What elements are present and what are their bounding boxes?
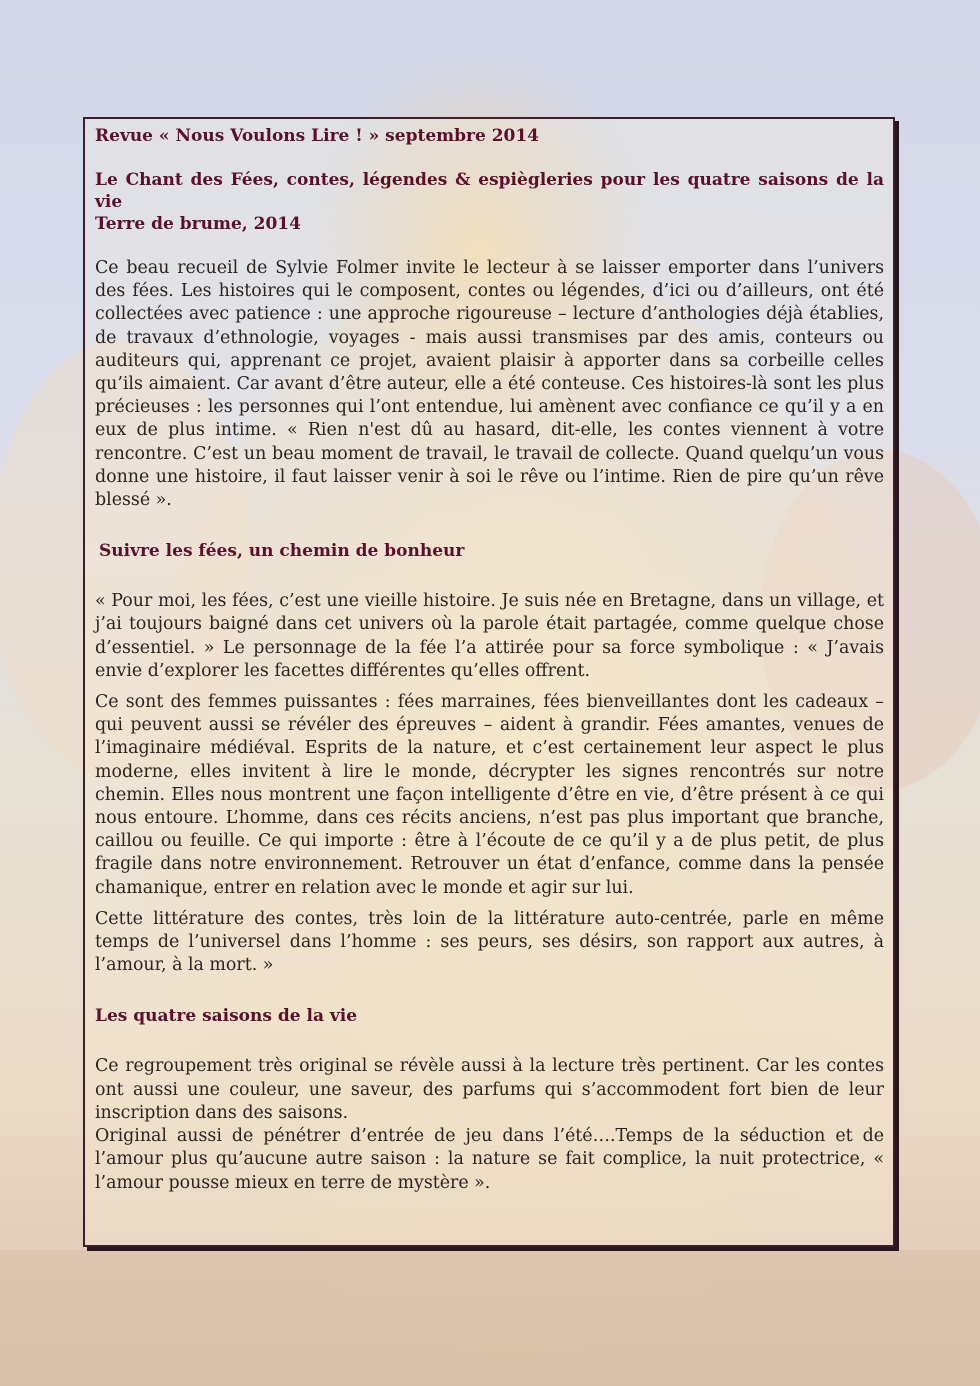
- intro-paragraph: Ce beau recueil de Sylvie Folmer invite le lecteur à se laisser emporter dans l’univers des fées. Les histoires qui le composent, contes ou légendes, d’ici ou d’ailleurs, ont été collectées avec patience : une approche rigoureuse – lecture d’anthologies déjà établies, de travaux d’ethnologie, voyages - mais aussi transmises par des amis, conteurs ou auditeurs qui, apprenant ce projet, avaient plaisir à apporter dans sa corbeille celles qu’ils aimaient. Car avant d’être auteur, elle a été conteuse. Ces histoires-là sont les plus précieuses : les personnes qui l’ont entendue, lui amènent avec confiance ce qu’il y a en eux de plus intime. « Rien n'est dû au hasard, dit-elle, les contes viennent à votre rencontre. C’est un beau moment de travail, le travail de collecte. Quand quelqu’un vous donne une histoire, il faut laisser venir à soi le rêve ou l’intime. Rien de pire qu’un rêve blessé ».: [95, 258, 884, 511]
- section2-paragraph: Ce regroupement très original se révèle aussi à la lecture très pertinent. Car les contes ont aussi une couleur, une saveur, des parfums qui s’accommodent fort bien de leur inscription dans des saisons.: [95, 1056, 884, 1123]
- section2-paragraph: Original aussi de pénétrer d’entrée de jeu dans l’été….Temps de la séduction et de l’amour plus qu’aucune autre saison : la nature se fait complice, la nuit protectrice, « l’amour pousse mieux en terre de mystère ».: [95, 1126, 884, 1193]
- section1-paragraph: Cette littérature des contes, très loin de la littérature auto-centrée, parle en même temps de l’universel dans l’homme : ses peurs, ses désirs, son rapport aux autres, à l’amour, à la mort. »: [95, 908, 884, 976]
- book-title: Le Chant des Fées, contes, légendes & espiègleries pour les quatre saisons de la vie: [95, 170, 884, 212]
- section1-paragraph: Ce sont des femmes puissantes : fées marraines, fées bienveillantes dont les cadeaux – qui peuvent aussi se révéler des épreuves – aident à grandir. Fées amantes, venues de l’imaginaire médiéval. Esprits de la nature, et c’est certainement leur aspect le plus moderne, elles invitent à lire le monde, décrypter les signes rencontrés sur notre chemin. Elles nous montrent une façon intelligente d’être en vie, d’être présent à ce qui nous entoure. L’homme, dans ces récits anciens, n’est pas plus important que branche, caillou ou feuille. Ce qui importe : être à l’écoute de ce qu’il y a de plus petit, de plus fragile dans notre environnement. Retrouver un état d’enfance, comme dans la pensée chamanique, entrer en relation avec le monde et agir sur lui.: [95, 692, 884, 898]
- section-heading-saisons: Les quatre saisons de la vie: [95, 1006, 358, 1027]
- revue-line: Revue « Nous Voulons Lire ! » septembre 2014: [95, 126, 540, 146]
- publisher-line: Terre de brume, 2014: [95, 214, 301, 234]
- section1-paragraph: « Pour moi, les fées, c’est une vieille histoire. Je suis née en Bretagne, dans un village, et j’ai toujours baigné dans cet univers où la parole était partagée, comme quelque chose d’essentiel. » Le personnage de la fée l’a attirée pour sa force symbolique : « J’avais envie d’explorer les facettes différentes qu’elles offrent.: [95, 591, 884, 681]
- section-heading-fees: Suivre les fées, un chemin de bonheur: [99, 541, 465, 562]
- article-frame: [83, 117, 895, 1247]
